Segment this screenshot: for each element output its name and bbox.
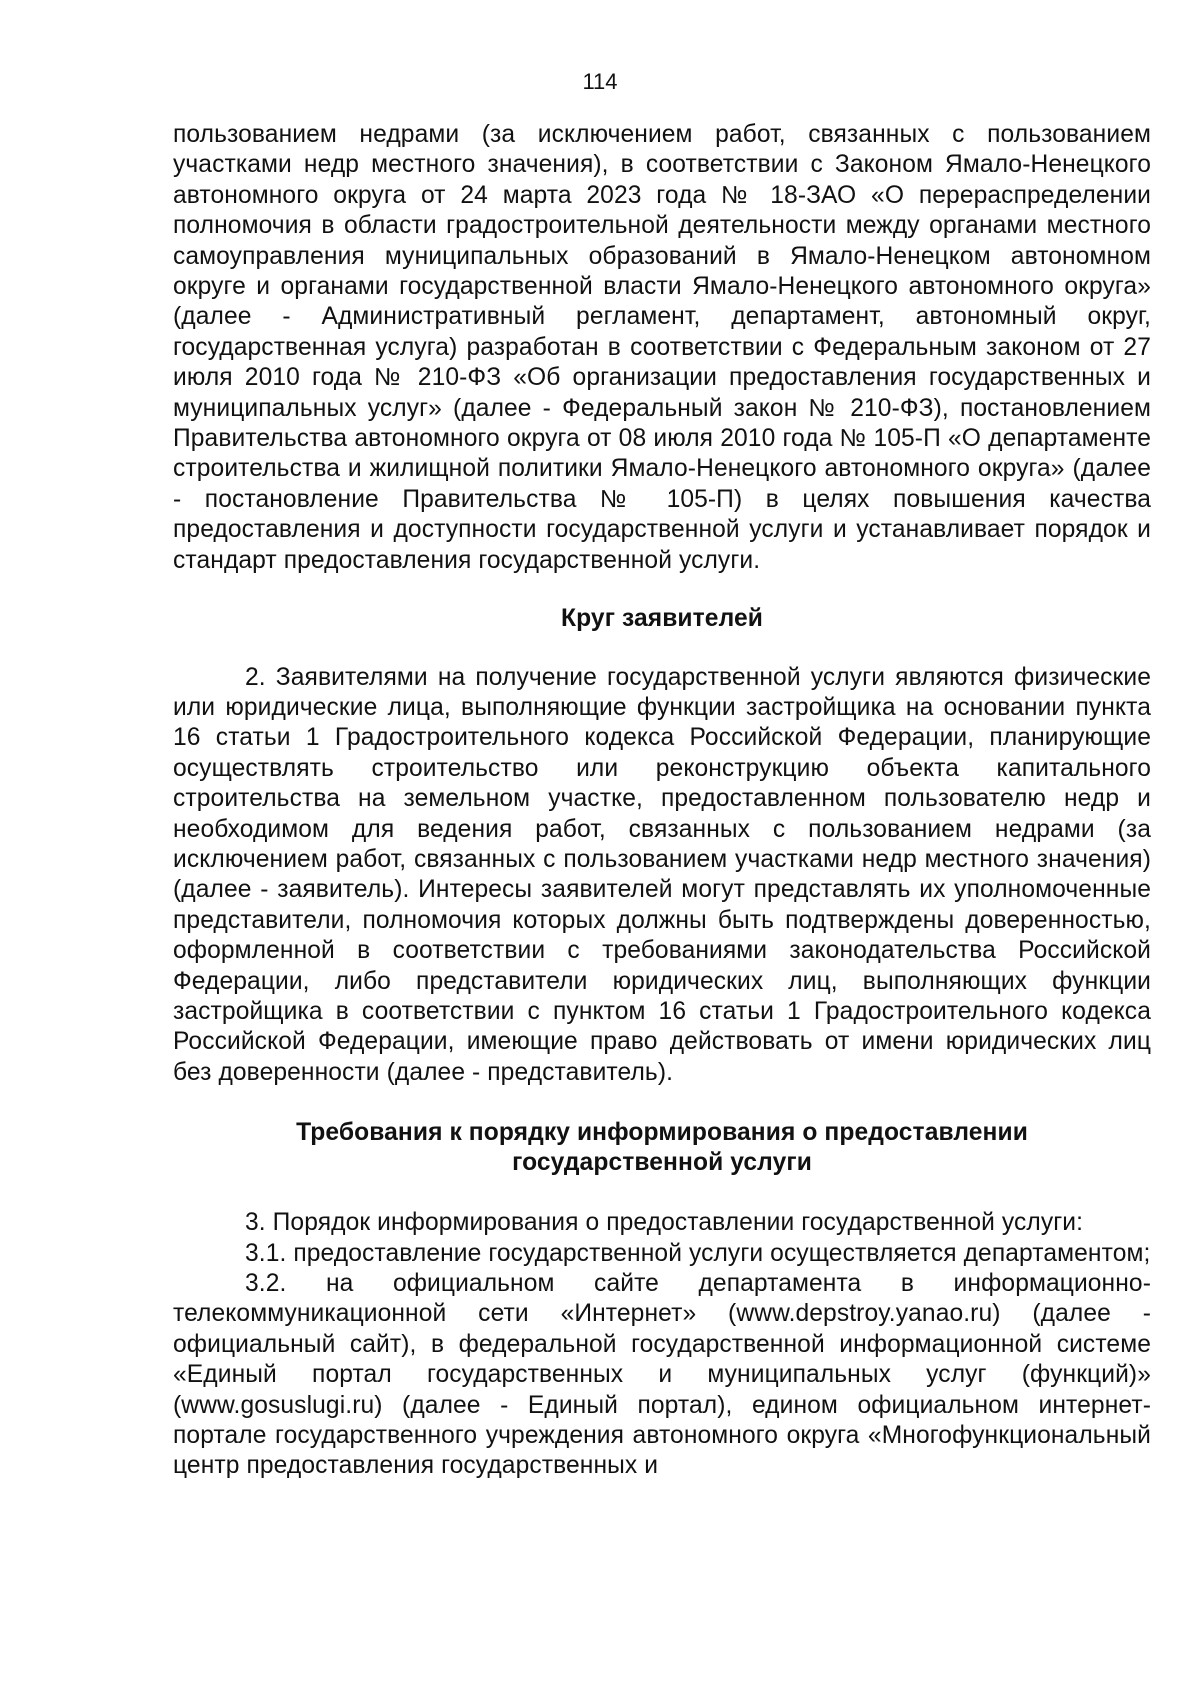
paragraph-3: 3. Порядок информирования о предоставлении государственной услуги: — [245, 1209, 1084, 1237]
heading-line-1: Требования к порядку информирования о предоставлении — [296, 1119, 1028, 1147]
document-body — [173, 120, 1151, 1482]
applicants-paragraph: 2. Заявителями на получение государственной услуги являются физические или юридические лица, выполняющие функции застройщика на основании пункта 16 статьи 1 Градостроительного кодекса Российской Федерации, планирующие осуществлять строительство или реконструкцию объекта капитального строительства на земельном участке, предоставленном пользователю недр и необходимом для ведения работ, связанных с пользованием недрами (за исключением работ, связанных с пользованием участками недр местного значения) (далее - заявитель). Интересы заявителей могут представлять их уполномоченные представители, полномочия которых должны быть подтверждены доверенностью, оформленной в соответствии с требованиями законодательства Российской Федерации, либо представители юридических лиц, выполняющих функции застройщика в соответствии с пунктом 16 статьи 1 Градостроительного кодекса Российской Федерации, имеющие право действовать от имени юридических лиц без доверенности (далее - представитель). — [173, 663, 1151, 1086]
section-heading-information-requirements — [173, 1118, 1151, 1178]
intro-paragraph: пользованием недрами (за исключением работ, связанных с пользованием участками недр местного значения), в соответствии с Законом Ямало-Ненецкого автономного округа от 24 марта 2023 года № 18-ЗАО «О перераспределении полномочия в области градостроительной деятельности между органами местного самоуправления муниципальных образований в Ямало-Ненецком автономном округе и органами государственной власти Ямало-Ненецкого автономного округа» (далее - Административный регламент, департамент, автономный округ, государственная услуга) разработан в соответствии с Федеральным законом от 27 июля 2010 года № 210-ФЗ «Об организации предоставления государственных и муниципальных услуг» (далее - Федеральный закон № 210-ФЗ), постановлением Правительства автономного округа от 08 июля 2010 года № 105-П «О департаменте строительства и жилищной политики Ямало-Ненецкого автономного округа» (далее - постановление Правительства № 105-П) в целях повышения качества предоставления и доступности государственной услуги и устанавливает порядок и стандарт предоставления государственной услуги. — [173, 121, 1151, 574]
heading-line-2: государственной услуги — [512, 1149, 812, 1177]
section-heading-applicants: Круг заявителей — [561, 605, 763, 633]
page-number: 114 — [582, 69, 618, 94]
paragraph-3-2: 3.2. на официальном сайте департамента в информационно-телекоммуникационной сети «Интернет» (www.depstroy.yanao.ru) (далее - официальный сайт), в федеральной государственной информационной системе «Единый портал государственных и муниципальных услуг (функций)» (www.gosuslugi.ru) (далее - Единый портал), едином официальном интернет-портале государственного учреждения автономного округа «Многофункциональный центр предоставления государственных и — [173, 1270, 1151, 1480]
paragraph-3-1: 3.1. предоставление государственной услуги осуществляется департаментом; — [245, 1239, 1151, 1267]
